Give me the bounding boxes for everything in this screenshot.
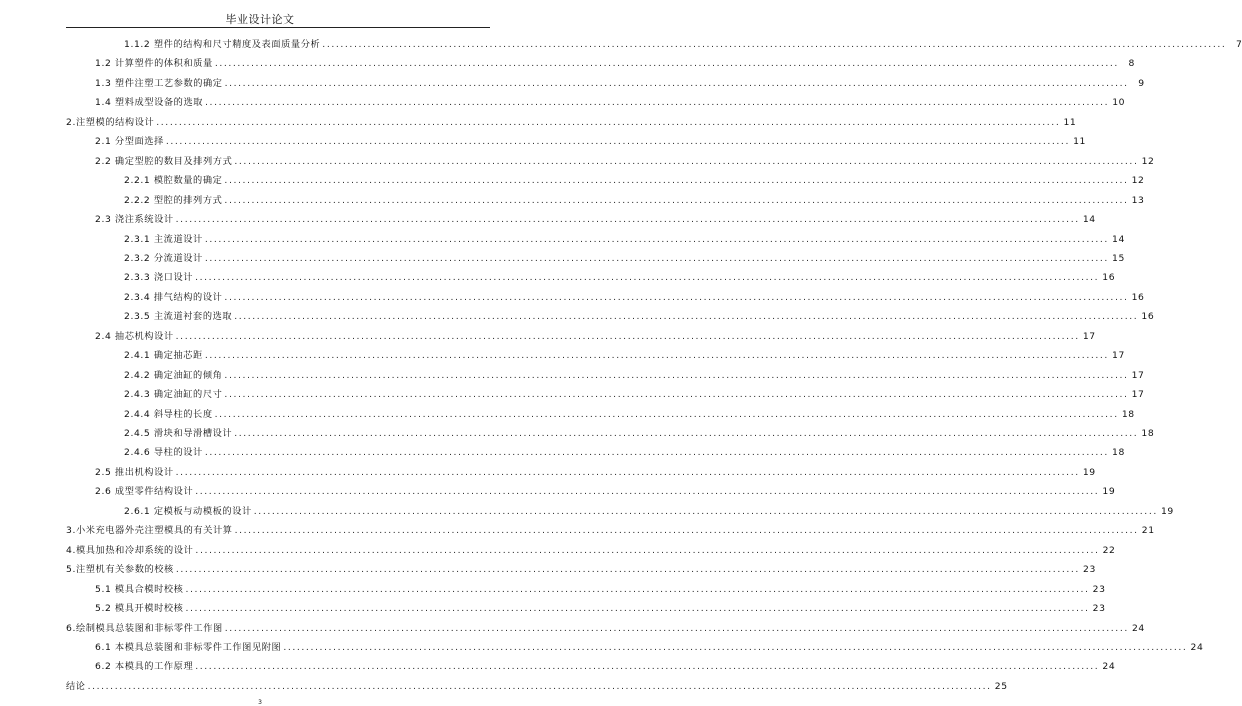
- toc-leader-dots: ........................................................................................................................................................................................................: [234, 155, 1139, 167]
- toc-leader-dots: ........................................................................................................................................................................................................: [214, 58, 1119, 70]
- header-title: 毕业设计论文: [225, 13, 295, 26]
- toc-entry-page: 22: [1102, 544, 1116, 556]
- toc-entry-title: 2.5 推出机构设计: [95, 466, 174, 478]
- toc-entry-page: 15: [1112, 252, 1125, 264]
- toc-entry[interactable]: [95, 211, 1096, 226]
- toc-entry-title: 5.2 模具开模时校核: [95, 603, 184, 615]
- toc-leader-dots: ........................................................................................................................................................................................................: [175, 564, 1080, 576]
- toc-leader-dots: ........................................................................................................................................................................................................: [204, 233, 1109, 245]
- toc-leader-dots: ........................................................................................................................................................................................................: [234, 428, 1139, 439]
- toc-entry-title: 2.4.3 确定油缸的尺寸: [124, 389, 223, 401]
- toc-entry-title: 2.3.2 分流道设计: [124, 252, 203, 264]
- toc-entry[interactable]: [124, 269, 1116, 284]
- toc-entry-page: 16: [1141, 311, 1155, 323]
- toc-entry-page: 17: [1131, 389, 1145, 401]
- toc-entry[interactable]: [124, 444, 1125, 459]
- toc-entry[interactable]: [124, 386, 1145, 401]
- toc-leader-dots: ........................................................................................................................................................................................................: [224, 369, 1129, 381]
- toc-entry-title: 5.注塑机有关参数的校核: [66, 564, 174, 576]
- toc-entry-title: 2.4.4 斜导柱的长度: [124, 408, 213, 420]
- toc-entry-title: 2.2.1 模腔数量的确定: [124, 175, 223, 187]
- toc-entry-title: 6.绘制模具总装图和非标零件工作图: [66, 622, 223, 634]
- toc-entry-title: 2.4 抽芯机构设计: [95, 330, 174, 342]
- toc-leader-dots: ........................................................................................................................................................................................................: [283, 641, 1188, 653]
- toc-entry[interactable]: [95, 328, 1096, 342]
- toc-entry-page: 19: [1102, 486, 1116, 498]
- toc-entry[interactable]: [95, 133, 1086, 148]
- toc-entry[interactable]: [95, 94, 1126, 109]
- toc-entry-page: 23: [1092, 603, 1106, 615]
- toc-entry-title: 1.2 计算塑件的体积和质量: [95, 58, 213, 70]
- toc-leader-dots: ........................................................................................................................................................................................................: [205, 97, 1110, 109]
- toc-entry-title: 结论: [66, 680, 86, 692]
- toc-entry-page: 18: [1121, 408, 1135, 420]
- toc-entry-title: 2.4.2 确定油缸的倾角: [124, 369, 223, 381]
- toc-leader-dots: ........................................................................................................................................................................................................: [204, 252, 1109, 264]
- toc-leader-dots: ........................................................................................................................................................................................................: [204, 350, 1109, 362]
- toc-entry[interactable]: [95, 153, 1155, 167]
- toc-entry-page: 14: [1082, 214, 1096, 226]
- toc-entry[interactable]: [95, 483, 1116, 498]
- toc-leader-dots: ........................................................................................................................................................................................................: [224, 194, 1129, 206]
- toc-entry-title: 1.3 塑件注塑工艺参数的确定: [95, 77, 223, 89]
- toc-leader-dots: ........................................................................................................................................................................................................: [224, 389, 1129, 401]
- toc-entry-title: 2.4.5 滑块和导滑槽设计: [124, 428, 233, 439]
- toc-entry[interactable]: [124, 172, 1145, 187]
- toc-entry-page: 17: [1082, 330, 1096, 342]
- toc-leader-dots: ........................................................................................................................................................................................................: [204, 447, 1109, 459]
- toc-leader-dots: ........................................................................................................................................................................................................: [175, 466, 1080, 478]
- toc-leader-dots: ........................................................................................................................................................................................................: [195, 486, 1100, 498]
- toc-entry-title: 5.1 模具合模时校核: [95, 583, 184, 595]
- toc-entry[interactable]: [66, 620, 1145, 634]
- toc-entry[interactable]: [124, 289, 1145, 303]
- toc-entry-title: 2.4.6 导柱的设计: [124, 447, 203, 459]
- toc-entry-title: 2.3.4 排气结构的设计: [124, 291, 223, 303]
- toc-entry-title: 2.3.3 浇口设计: [124, 272, 194, 284]
- footer-page-number: 3: [258, 699, 262, 706]
- toc-entry[interactable]: [124, 406, 1135, 420]
- toc-entry[interactable]: [95, 658, 1116, 673]
- toc-entry-page: 24: [1131, 622, 1145, 634]
- toc-entry[interactable]: [124, 250, 1125, 264]
- toc-entry-title: 2.3.1 主流道设计: [124, 233, 203, 245]
- toc-leader-dots: ........................................................................................................................................................................................................: [224, 77, 1129, 89]
- toc-entry[interactable]: [95, 639, 1204, 653]
- toc-entry-title: 2.4.1 确定抽芯距: [124, 350, 203, 362]
- toc-entry[interactable]: [66, 114, 1077, 128]
- toc-entry-page: 16: [1102, 272, 1116, 284]
- header-rule: [66, 27, 490, 28]
- toc-entry[interactable]: [66, 561, 1096, 576]
- toc-entry[interactable]: [124, 192, 1145, 206]
- toc-entry-page: 10: [1112, 97, 1126, 109]
- toc-entry-title: 2.2.2 型腔的排列方式: [124, 194, 223, 206]
- toc-entry-page: 24: [1190, 641, 1204, 653]
- toc-entry-page: 16: [1131, 291, 1145, 303]
- toc-entry[interactable]: [95, 55, 1135, 70]
- toc-entry-title: 2.1 分型面选择: [95, 136, 164, 148]
- toc-entry[interactable]: [95, 600, 1106, 615]
- toc-entry-page: 7: [1235, 39, 1242, 50]
- toc-entry-page: 19: [1160, 505, 1174, 517]
- toc-leader-dots: ........................................................................................................................................................................................................: [234, 525, 1139, 537]
- toc-entry-title: 2.2 确定型腔的数目及排列方式: [95, 155, 233, 167]
- toc-entry[interactable]: [124, 503, 1174, 517]
- toc-leader-dots: ........................................................................................................................................................................................................: [195, 661, 1100, 673]
- toc-entry[interactable]: [95, 581, 1106, 595]
- toc-entry-title: 2.注塑模的结构设计: [66, 116, 155, 128]
- toc-entry-page: 18: [1141, 428, 1155, 439]
- toc-entry-page: 11: [1073, 136, 1086, 148]
- toc-entry-title: 3.小米充电器外壳注塑模具的有关计算: [66, 525, 233, 537]
- toc-entry[interactable]: [95, 464, 1096, 478]
- toc-entry-page: 17: [1112, 350, 1125, 362]
- toc-entry[interactable]: [66, 542, 1116, 556]
- toc-leader-dots: ........................................................................................................................................................................................................: [195, 272, 1100, 284]
- toc-entry-page: 12: [1141, 155, 1155, 167]
- toc-leader-dots: ........................................................................................................................................................................................................: [234, 311, 1139, 323]
- toc-entry-page: 14: [1112, 233, 1125, 245]
- toc-entry-page: 11: [1063, 116, 1077, 128]
- toc-leader-dots: ........................................................................................................................................................................................................: [224, 622, 1129, 634]
- toc-entry[interactable]: [124, 347, 1125, 362]
- toc-leader-dots: ........................................................................................................................................................................................................: [322, 39, 1227, 50]
- toc-entry-page: 18: [1112, 447, 1125, 459]
- toc-leader-dots: ........................................................................................................................................................................................................: [175, 214, 1080, 226]
- toc-entry-title: 4.模具加热和冷却系统的设计: [66, 544, 194, 556]
- toc-entry-page: 24: [1102, 661, 1116, 673]
- toc-leader-dots: ........................................................................................................................................................................................................: [224, 175, 1129, 187]
- toc-entry-title: 1.1.2 塑件的结构和尺寸精度及表面质量分析: [124, 39, 321, 50]
- toc-entry-page: 9: [1138, 77, 1145, 89]
- toc-entry-page: 23: [1092, 583, 1106, 595]
- toc-entry-title: 6.1 本模具总装图和非标零件工作图见附图: [95, 641, 282, 653]
- toc-entry[interactable]: [124, 425, 1155, 439]
- toc-entry[interactable]: [124, 367, 1145, 381]
- toc-entry-title: 1.4 塑料成型设备的选取: [95, 97, 204, 109]
- toc-leader-dots: ........................................................................................................................................................................................................: [224, 291, 1129, 303]
- toc-leader-dots: ........................................................................................................................................................................................................: [214, 408, 1119, 420]
- toc-leader-dots: ........................................................................................................................................................................................................: [175, 330, 1080, 342]
- toc-entry[interactable]: [66, 522, 1155, 537]
- toc-entry[interactable]: [124, 308, 1155, 323]
- toc-entry-title: 2.3.5 主流道衬套的选取: [124, 311, 233, 323]
- toc-entry-page: 25: [994, 680, 1008, 692]
- toc-leader-dots: ........................................................................................................................................................................................................: [185, 603, 1090, 615]
- toc-leader-dots: ........................................................................................................................................................................................................: [195, 544, 1100, 556]
- toc-entry[interactable]: [95, 75, 1145, 89]
- toc-leader-dots: ........................................................................................................................................................................................................: [253, 505, 1158, 517]
- toc-entry-page: 17: [1131, 369, 1145, 381]
- toc-entry-page: 23: [1083, 564, 1096, 576]
- toc-entry-title: 2.6.1 定模板与动模板的设计: [124, 505, 252, 517]
- toc-entry-page: 13: [1131, 194, 1145, 206]
- toc-leader-dots: ........................................................................................................................................................................................................: [156, 116, 1061, 128]
- toc-entry-page: 12: [1131, 175, 1145, 187]
- toc-entry[interactable]: [124, 36, 1242, 50]
- toc-entry-title: 2.6 成型零件结构设计: [95, 486, 194, 498]
- toc-entry-title: 2.3 浇注系统设计: [95, 214, 174, 226]
- toc-entry-title: 6.2 本模具的工作原理: [95, 661, 194, 673]
- toc-leader-dots: ........................................................................................................................................................................................................: [87, 680, 992, 692]
- toc-entry-page: 21: [1141, 525, 1155, 537]
- toc-leader-dots: ........................................................................................................................................................................................................: [185, 583, 1090, 595]
- toc-entry-page: 8: [1128, 58, 1135, 70]
- toc-entry[interactable]: [66, 678, 1008, 692]
- toc-entry-page: 19: [1082, 466, 1096, 478]
- toc-leader-dots: ........................................................................................................................................................................................................: [165, 136, 1070, 148]
- toc-entry[interactable]: [124, 231, 1125, 245]
